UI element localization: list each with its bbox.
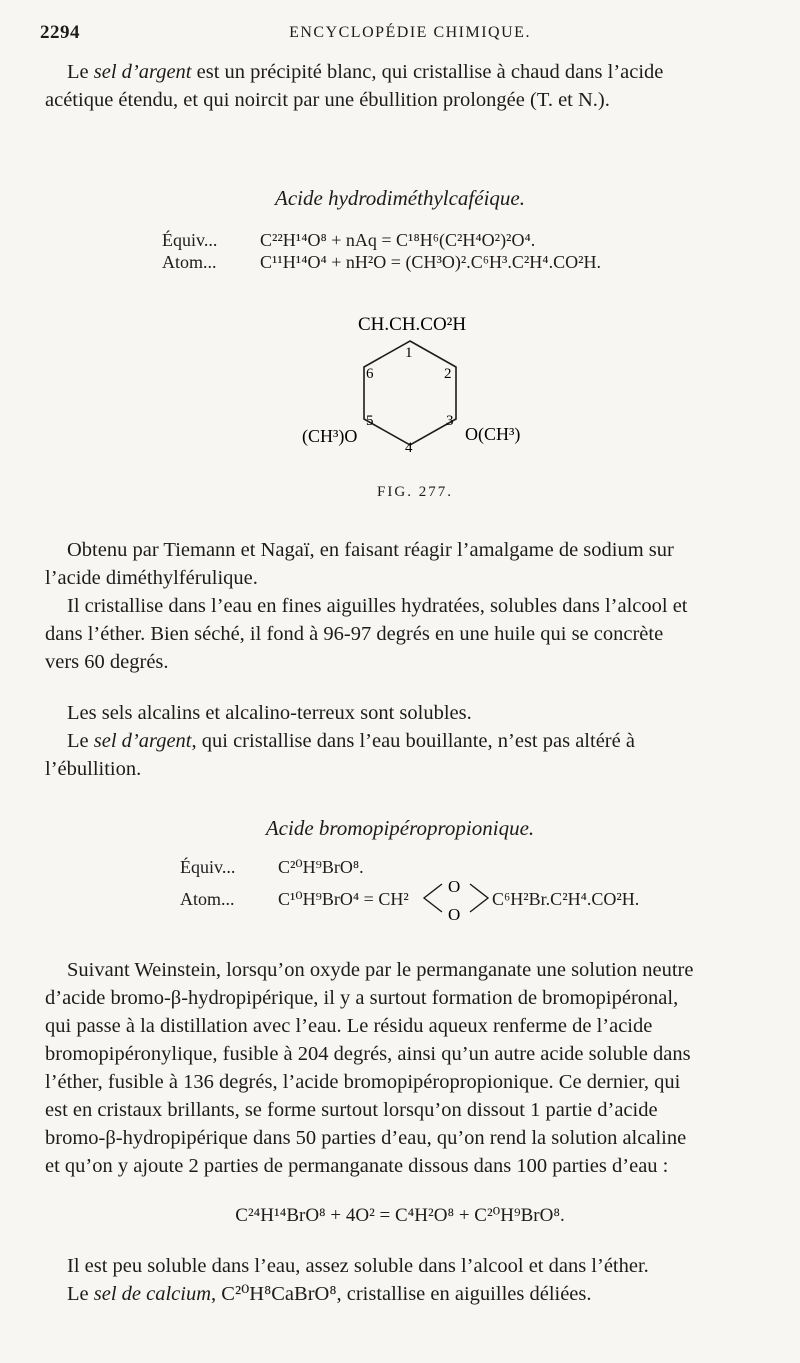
intro-paragraph [45, 58, 780, 114]
equiv-formula [162, 230, 535, 251]
atom-formula-tail: C⁶H²Br.C²H⁴.CO²H. [492, 889, 640, 909]
ring-position-1: 1 [405, 345, 413, 361]
text-line: Les sels alcalins et alcalino-terreux sont solubles. [67, 702, 472, 724]
text-line: l’éther, fusible à 136 degrés, l’acide bromopipéropropionique. Ce dernier, qui [45, 1071, 681, 1093]
text-line: Le sel d’argent est un précipité blanc, qui cristallise à chaud dans l’acide [67, 61, 664, 83]
paragraph-solubility [45, 1252, 780, 1280]
text-line: Il cristallise dans l’eau en fines aiguilles hydratées, solubles dans l’alcool et [67, 595, 688, 617]
text-line: d’acide bromo-β-hydropipérique, il y a surtout formation de bromopipéronal, [45, 987, 679, 1009]
emphasis: sel d’argent [93, 730, 192, 752]
text-line: qui passe à la distillation avec l’eau. Le résidu aqueux renferme de l’acide [45, 1015, 653, 1037]
emphasis: sel d’argent [93, 61, 192, 83]
ring-position-6: 6 [366, 366, 374, 382]
formula-label: Équiv... [162, 230, 218, 250]
text-line: vers 60 degrés. [45, 651, 169, 673]
formula-label: Équiv... [180, 857, 236, 877]
methylenedioxy-bracket [420, 872, 492, 924]
benzene-ring-figure [290, 300, 550, 470]
paragraph-sel-argent [45, 727, 780, 783]
text-line: est en cristaux brillants, se forme surtout lorsqu’on dissout 1 partie d’acide [45, 1099, 658, 1121]
formula-label: Atom... [180, 889, 235, 909]
text-line: bromopipéronylique, fusible à 204 degrés, ainsi qu’un autre acide soluble dans [45, 1043, 691, 1065]
reaction-equation: C²⁴H¹⁴BrO⁸ + 4O² = C⁴H²O⁸ + C²⁰H⁹BrO⁸. [235, 1205, 565, 1226]
text-line: dans l’éther. Bien séché, il fond à 96-97 degrés en une huile qui se concrète [45, 623, 664, 645]
right-substituent: O(CH³) [465, 424, 521, 444]
formula-text: C²⁰H⁹BrO⁸. [278, 857, 364, 877]
section-title-bromopiperopropionique: Acide bromopipéropropionique. [265, 816, 535, 840]
text-line: acétique étendu, et qui noircit par une ébullition prolongée (T. et N.). [45, 89, 610, 111]
page-header [40, 22, 780, 48]
left-chevron [424, 884, 442, 912]
section-title-hydrodimethylcafeique: Acide hydrodiméthylcaféique. [275, 186, 525, 210]
formula-text: C²²H¹⁴O⁸ + nAq = C¹⁸H⁶(C²H⁴O²)²O⁴. [260, 230, 536, 250]
oxygen-bottom: O [448, 905, 461, 924]
figure-caption: FIG. 277. [377, 484, 453, 500]
atom-formula [180, 889, 409, 910]
formula-text: C¹¹H¹⁴O⁴ + nH²O = (CH³O)².C⁶H³.C²H⁴.CO²H. [260, 252, 601, 272]
top-substituent: CH.CH.CO²H [358, 314, 467, 335]
paragraph-sel-calcium [45, 1280, 780, 1308]
running-head: ENCYCLOPÉDIE CHIMIQUE. [289, 24, 531, 41]
text-line: et qu’on y ajoute 2 parties de permanganate dissous dans 100 parties d’eau : [45, 1155, 669, 1177]
paragraph-crystallisation [45, 592, 780, 676]
text-line: bromo-β-hydropipérique dans 50 parties d’eau, qu’on rend la solution alcaline [45, 1127, 687, 1149]
text-line: Le sel d’argent, qui cristallise dans l’eau bouillante, n’est pas altéré à [67, 730, 635, 752]
text-line: Suivant Weinstein, lorsqu’on oxyde par le permanganate une solution neutre [67, 959, 694, 981]
paragraph-sels-alcalins [45, 699, 780, 727]
equiv-formula [180, 857, 364, 878]
formula-text: C¹⁰H⁹BrO⁴ = CH² [278, 889, 409, 909]
oxygen-top: O [448, 877, 461, 896]
text-line: l’acide diméthylférulique. [45, 567, 258, 589]
page-number: 2294 [40, 22, 80, 43]
text-line: Il est peu soluble dans l’eau, assez soluble dans l’alcool et dans l’éther. [67, 1255, 649, 1277]
text-line: Obtenu par Tiemann et Nagaï, en faisant réagir l’amalgame de sodium sur [67, 539, 674, 561]
ring-position-4: 4 [405, 440, 413, 456]
right-chevron [470, 884, 488, 912]
atom-formula [162, 252, 601, 273]
text-line: Le sel de calcium, C²⁰H⁸CaBrO⁸, cristallise en aiguilles déliées. [67, 1283, 592, 1305]
ring-position-2: 2 [444, 366, 452, 382]
ring-position-5: 5 [366, 413, 374, 429]
text-line: l’ébullition. [45, 758, 142, 780]
paragraph-weinstein [45, 956, 780, 1180]
emphasis: sel de calcium [93, 1283, 212, 1305]
left-substituent: (CH³)O [302, 426, 358, 446]
paragraph-obtention [45, 536, 780, 592]
ring-position-3: 3 [446, 413, 454, 429]
formula-label: Atom... [162, 252, 217, 272]
